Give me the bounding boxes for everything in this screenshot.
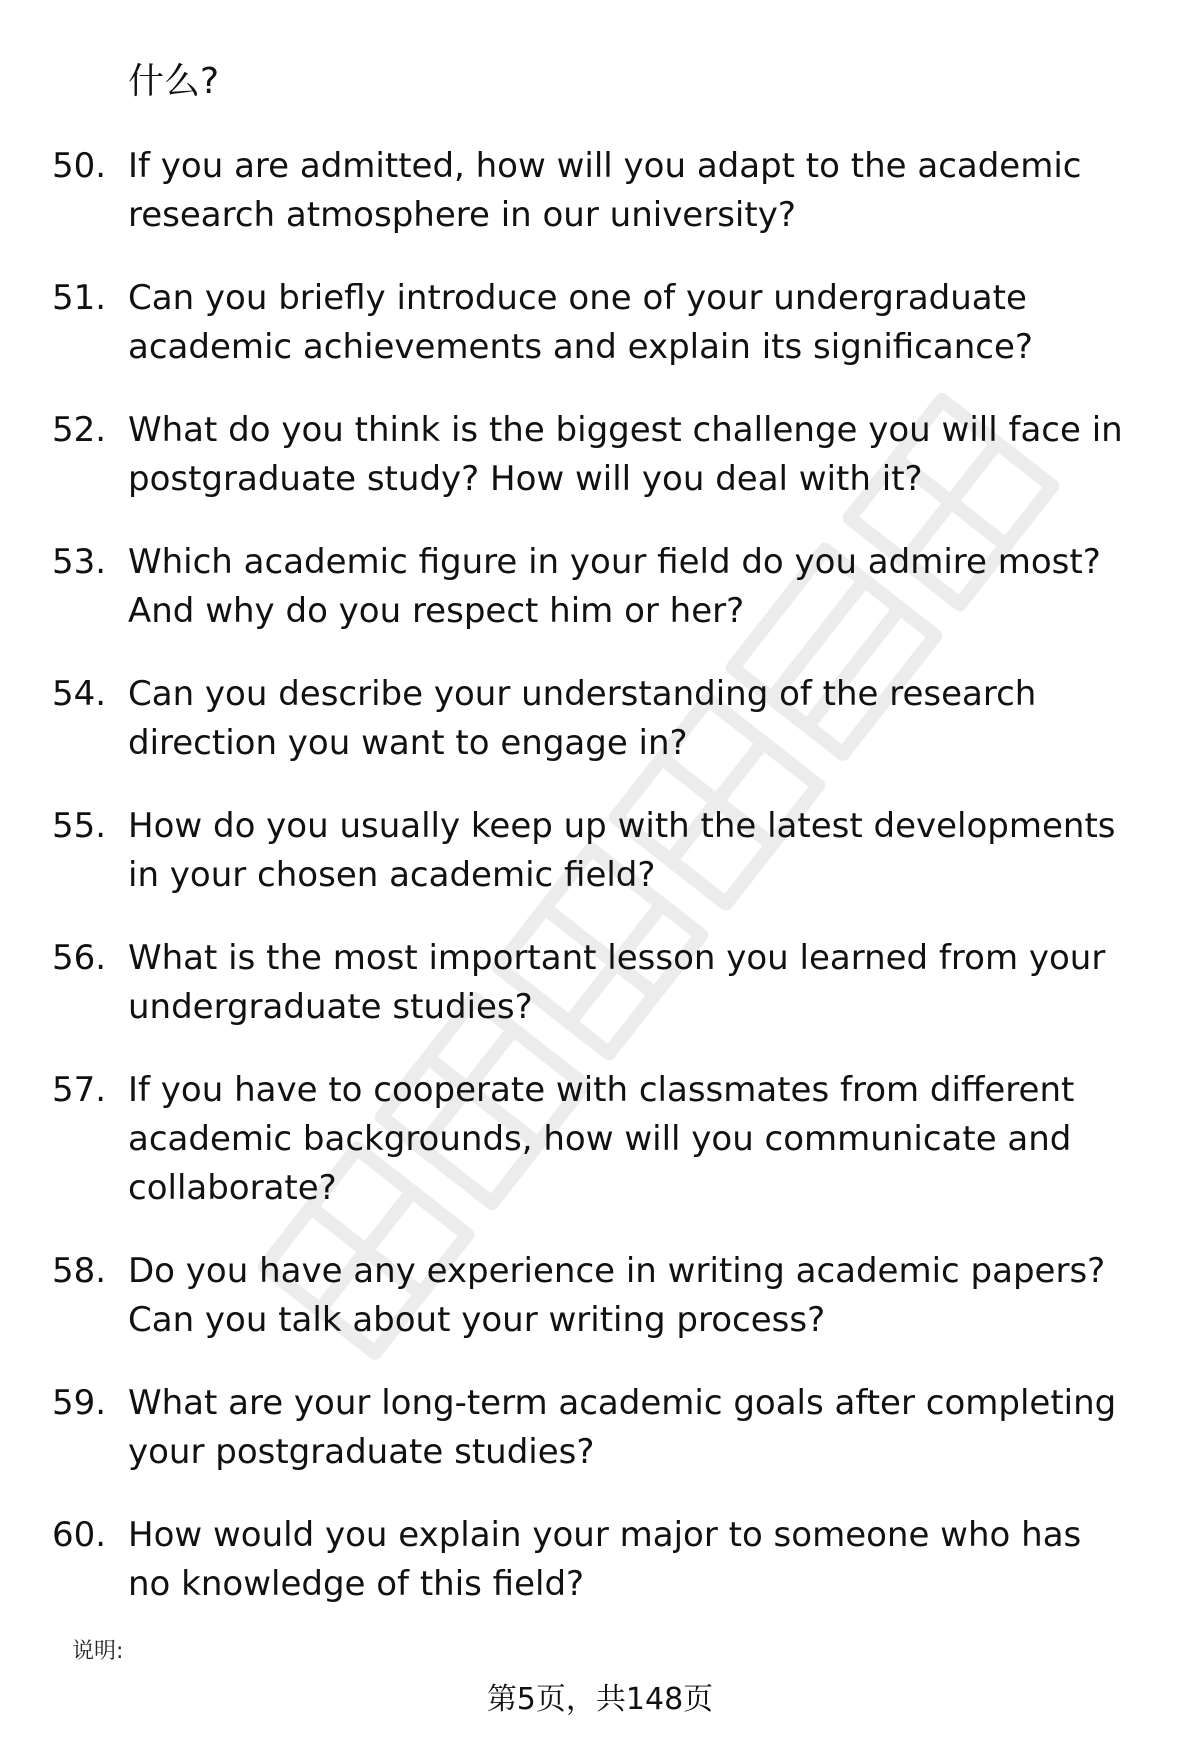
question-text: Do you have any experience in writing academic papers? Can you talk about your writing process? <box>128 1251 1106 1340</box>
question-item <box>52 406 1152 504</box>
question-number: 51. <box>52 278 107 318</box>
question-number: 50. <box>52 146 107 186</box>
question-item <box>52 538 1152 636</box>
question-item <box>52 670 1152 768</box>
question-item <box>52 802 1152 900</box>
page-number-footer: 第5页，共148页 <box>486 1682 714 1717</box>
question-text: Can you describe your understanding of the research direction you want to engage in? <box>128 674 1037 763</box>
question-number: 58. <box>52 1251 107 1291</box>
question-number: 53. <box>52 542 107 582</box>
question-number: 57. <box>52 1070 107 1110</box>
question-item <box>52 1511 1152 1609</box>
question-number: 59. <box>52 1383 107 1423</box>
question-text: Which academic figure in your field do you admire most? And why do you respect him or her? <box>128 542 1101 631</box>
question-item <box>52 1247 1152 1345</box>
question-item <box>52 142 1152 240</box>
question-item <box>52 934 1152 1032</box>
question-text: If you are admitted, how will you adapt to the academic research atmosphere in our university? <box>128 146 1082 235</box>
question-text: How do you usually keep up with the latest developments in your chosen academic field? <box>128 806 1116 895</box>
question-text: Can you briefly introduce one of your undergraduate academic achievements and explain its significance? <box>128 278 1033 367</box>
question-item <box>52 1066 1152 1213</box>
question-item <box>52 274 1152 372</box>
question-number: 54. <box>52 674 107 714</box>
question-text: How would you explain your major to someone who has no knowledge of this field? <box>128 1515 1082 1604</box>
note-label: 说明: <box>72 1639 124 1664</box>
question-text: What do you think is the biggest challenge you will face in postgraduate study? How will you deal with it? <box>128 410 1123 499</box>
question-item <box>52 1379 1152 1477</box>
question-number: 55. <box>52 806 107 846</box>
question-number: 56. <box>52 938 107 978</box>
question-number: 52. <box>52 410 107 450</box>
question-list <box>52 142 1152 1643</box>
question-text: What are your long-term academic goals after completing your postgraduate studies? <box>128 1383 1117 1472</box>
question-text: If you have to cooperate with classmates from different academic backgrounds, how will you communicate and collaborate? <box>128 1070 1075 1208</box>
question-number: 60. <box>52 1515 107 1555</box>
question-text: What is the most important lesson you learned from your undergraduate studies? <box>128 938 1106 1027</box>
continued-question-text: 什么? <box>128 61 220 102</box>
